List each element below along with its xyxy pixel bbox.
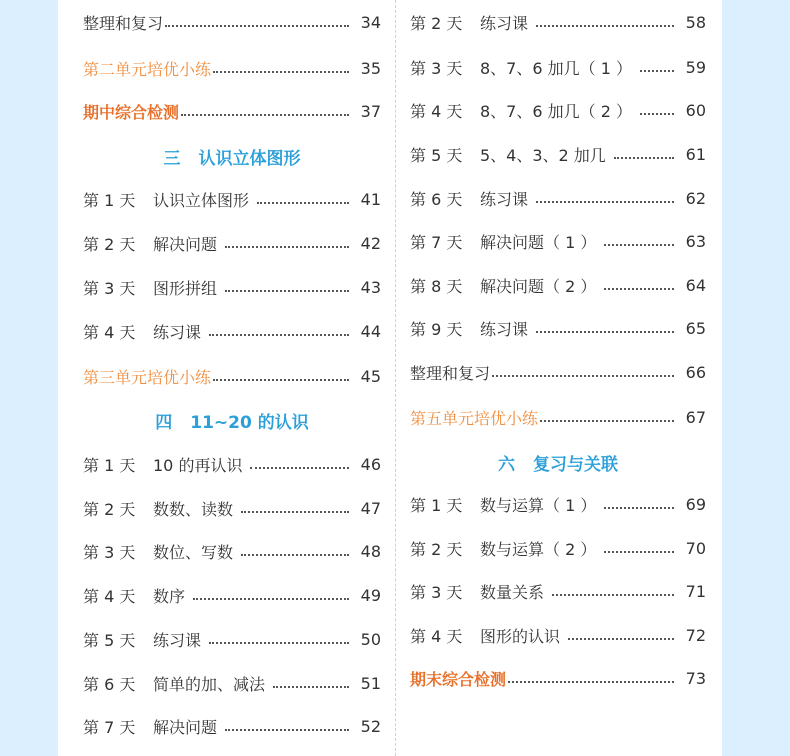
toc-day-label: 第 2 天 xyxy=(410,13,463,33)
toc-entry-unit3-practice[interactable] xyxy=(83,364,381,388)
toc-entry[interactable] xyxy=(410,229,706,253)
dot-leader xyxy=(213,379,349,381)
toc-day-label: 第 3 天 xyxy=(410,582,463,602)
dot-leader xyxy=(536,331,674,333)
toc-entry-title: 练习课 xyxy=(480,319,529,339)
toc-page-number: 64 xyxy=(685,275,706,295)
toc-day-label: 第 4 天 xyxy=(83,322,136,342)
toc-entry[interactable] xyxy=(410,623,706,647)
toc-page-number: 71 xyxy=(685,581,706,601)
dot-leader xyxy=(568,638,674,640)
toc-page-number: 44 xyxy=(360,321,381,341)
toc-entry[interactable] xyxy=(83,627,381,651)
toc-entry-title: 数序 xyxy=(153,586,186,606)
dot-leader xyxy=(225,246,349,248)
dot-leader xyxy=(604,288,674,290)
toc-page-number: 61 xyxy=(685,144,706,164)
toc-entry[interactable] xyxy=(83,275,381,299)
toc-page-number: 45 xyxy=(360,366,381,386)
toc-day-label: 第 7 天 xyxy=(410,232,463,252)
toc-page-number: 58 xyxy=(685,12,706,32)
toc-entry-review[interactable] xyxy=(410,360,706,384)
toc-entry-title: 第三单元培优小练 xyxy=(83,367,212,387)
toc-entry-title: 整理和复习 xyxy=(83,13,164,33)
toc-page-number: 41 xyxy=(360,189,381,209)
toc-entry-title: 第二单元培优小练 xyxy=(83,59,212,79)
dot-leader xyxy=(492,375,674,377)
dot-leader xyxy=(225,729,349,731)
toc-day-label: 第 4 天 xyxy=(83,586,136,606)
toc-entry-title: 整理和复习 xyxy=(410,363,491,383)
toc-day-label: 第 3 天 xyxy=(410,58,463,78)
toc-entry[interactable] xyxy=(410,316,706,340)
dot-leader xyxy=(640,113,674,115)
toc-page-number: 48 xyxy=(360,541,381,561)
dot-leader xyxy=(209,642,349,644)
toc-page-number: 34 xyxy=(360,12,381,32)
toc-entry-unit2-practice[interactable] xyxy=(83,56,381,80)
toc-page-number: 49 xyxy=(360,585,381,605)
toc-page-number: 67 xyxy=(685,407,706,427)
toc-day-label: 第 4 天 xyxy=(410,101,463,121)
toc-entry[interactable] xyxy=(410,55,706,79)
toc-entry-title: 10 的再认识 xyxy=(153,455,243,475)
dot-leader xyxy=(165,25,349,27)
toc-page-number: 59 xyxy=(685,57,706,77)
toc-entry[interactable] xyxy=(83,583,381,607)
toc-entry-title: 认识立体图形 xyxy=(153,190,250,210)
toc-page-number: 42 xyxy=(360,233,381,253)
toc-page-number: 60 xyxy=(685,100,706,120)
toc-day-label: 第 1 天 xyxy=(410,495,463,515)
unit-heading-4 xyxy=(83,408,381,434)
toc-day-label: 第 3 天 xyxy=(83,542,136,562)
toc-entry[interactable] xyxy=(83,187,381,211)
toc-entry[interactable] xyxy=(410,142,706,166)
toc-day-label: 第 4 天 xyxy=(410,626,463,646)
unit-heading-6 xyxy=(410,450,706,476)
unit-number: 六 xyxy=(498,455,515,475)
toc-entry-title: 解决问题 xyxy=(153,717,218,737)
unit-title: 认识立体图形 xyxy=(198,149,301,169)
toc-entry-title: 数数、读数 xyxy=(153,499,234,519)
dot-leader xyxy=(536,25,674,27)
dot-leader xyxy=(508,681,674,683)
toc-day-label: 第 5 天 xyxy=(410,145,463,165)
toc-day-label: 第 1 天 xyxy=(83,190,136,210)
toc-day-label: 第 7 天 xyxy=(83,717,136,737)
toc-page-number: 63 xyxy=(685,231,706,251)
toc-entry[interactable] xyxy=(83,319,381,343)
toc-entry[interactable] xyxy=(83,539,381,563)
toc-entry[interactable] xyxy=(410,10,706,34)
toc-page-number: 50 xyxy=(360,629,381,649)
toc-day-label: 第 6 天 xyxy=(83,674,136,694)
toc-page-number: 35 xyxy=(360,58,381,78)
toc-entry-midterm-exam[interactable] xyxy=(83,99,381,123)
unit-number: 三 xyxy=(163,149,181,169)
toc-day-label: 第 1 天 xyxy=(83,455,136,475)
toc-entry-title: 8、7、6 加几（ 2 ） xyxy=(480,101,632,121)
dot-leader xyxy=(640,70,674,72)
dot-leader xyxy=(552,594,674,596)
toc-entry[interactable] xyxy=(83,452,381,476)
toc-entry[interactable] xyxy=(410,98,706,122)
toc-day-label: 第 6 天 xyxy=(410,189,463,209)
dot-leader xyxy=(604,244,674,246)
dot-leader xyxy=(614,157,674,159)
toc-entry-title: 图形的认识 xyxy=(480,626,561,646)
toc-entry-title: 练习课 xyxy=(480,13,529,33)
unit-heading-3 xyxy=(83,144,381,170)
toc-entry-title: 解决问题（ 1 ） xyxy=(480,232,597,252)
toc-entry[interactable] xyxy=(410,492,706,516)
toc-entry-title: 解决问题 xyxy=(153,234,218,254)
toc-entry-final-exam[interactable] xyxy=(410,666,706,690)
toc-day-label: 第 3 天 xyxy=(83,278,136,298)
column-divider xyxy=(395,0,396,756)
toc-entry-review[interactable] xyxy=(83,10,381,34)
toc-page-number: 70 xyxy=(685,538,706,558)
toc-day-label: 第 9 天 xyxy=(410,319,463,339)
toc-page-number: 73 xyxy=(685,668,706,688)
toc-entry[interactable] xyxy=(410,273,706,297)
toc-day-label: 第 5 天 xyxy=(83,630,136,650)
dot-leader xyxy=(273,686,349,688)
toc-entry-title: 数与运算（ 1 ） xyxy=(480,495,597,515)
dot-leader xyxy=(604,507,674,509)
unit-title: 11~20 的认识 xyxy=(190,413,309,433)
dot-leader xyxy=(209,334,349,336)
toc-page-number: 62 xyxy=(685,188,706,208)
toc-day-label: 第 2 天 xyxy=(410,539,463,559)
toc-entry-title: 数量关系 xyxy=(480,582,545,602)
toc-page-number: 65 xyxy=(685,318,706,338)
toc-entry[interactable] xyxy=(83,714,381,738)
dot-leader xyxy=(241,511,349,513)
toc-entry[interactable] xyxy=(410,579,706,603)
toc-entry-unit5-practice[interactable] xyxy=(410,405,706,429)
toc-entry-title: 第五单元培优小练 xyxy=(410,408,539,428)
dot-leader xyxy=(193,598,349,600)
toc-entry-title: 期末综合检测 xyxy=(410,669,507,689)
dot-leader xyxy=(540,420,674,422)
toc-page-number: 52 xyxy=(360,716,381,736)
toc-entry-title: 期中综合检测 xyxy=(83,102,180,122)
toc-entry-title: 解决问题（ 2 ） xyxy=(480,276,597,296)
dot-leader xyxy=(604,551,674,553)
unit-number: 四 xyxy=(155,413,173,433)
toc-entry-title: 5、4、3、2 加几 xyxy=(480,145,606,165)
dot-leader xyxy=(225,290,349,292)
toc-page-number: 43 xyxy=(360,277,381,297)
toc-entry-title: 练习课 xyxy=(153,322,202,342)
toc-page-number: 46 xyxy=(360,454,381,474)
toc-day-label: 第 2 天 xyxy=(83,499,136,519)
toc-entry-title: 8、7、6 加几（ 1 ） xyxy=(480,58,632,78)
toc-day-label: 第 8 天 xyxy=(410,276,463,296)
dot-leader xyxy=(257,202,349,204)
toc-day-label: 第 2 天 xyxy=(83,234,136,254)
dot-leader xyxy=(250,467,349,469)
dot-leader xyxy=(241,554,349,556)
toc-entry[interactable] xyxy=(83,671,381,695)
dot-leader xyxy=(536,201,674,203)
toc-entry-title: 练习课 xyxy=(480,189,529,209)
dot-leader xyxy=(213,71,349,73)
toc-page-number: 51 xyxy=(360,673,381,693)
dot-leader xyxy=(181,114,349,116)
toc-page-number: 66 xyxy=(685,362,706,382)
toc-entry[interactable] xyxy=(83,231,381,255)
unit-title: 复习与关联 xyxy=(533,455,618,475)
toc-entry-title: 简单的加、减法 xyxy=(153,674,266,694)
toc-page xyxy=(58,0,722,756)
toc-entry[interactable] xyxy=(410,536,706,560)
toc-page-number: 37 xyxy=(360,101,381,121)
toc-entry-title: 练习课 xyxy=(153,630,202,650)
toc-entry[interactable] xyxy=(83,496,381,520)
toc-entry-title: 数与运算（ 2 ） xyxy=(480,539,597,559)
toc-page-number: 47 xyxy=(360,498,381,518)
toc-page-number: 69 xyxy=(685,494,706,514)
toc-entry-title: 图形拼组 xyxy=(153,278,218,298)
toc-entry-title: 数位、写数 xyxy=(153,542,234,562)
toc-page-number: 72 xyxy=(685,625,706,645)
toc-entry[interactable] xyxy=(410,186,706,210)
